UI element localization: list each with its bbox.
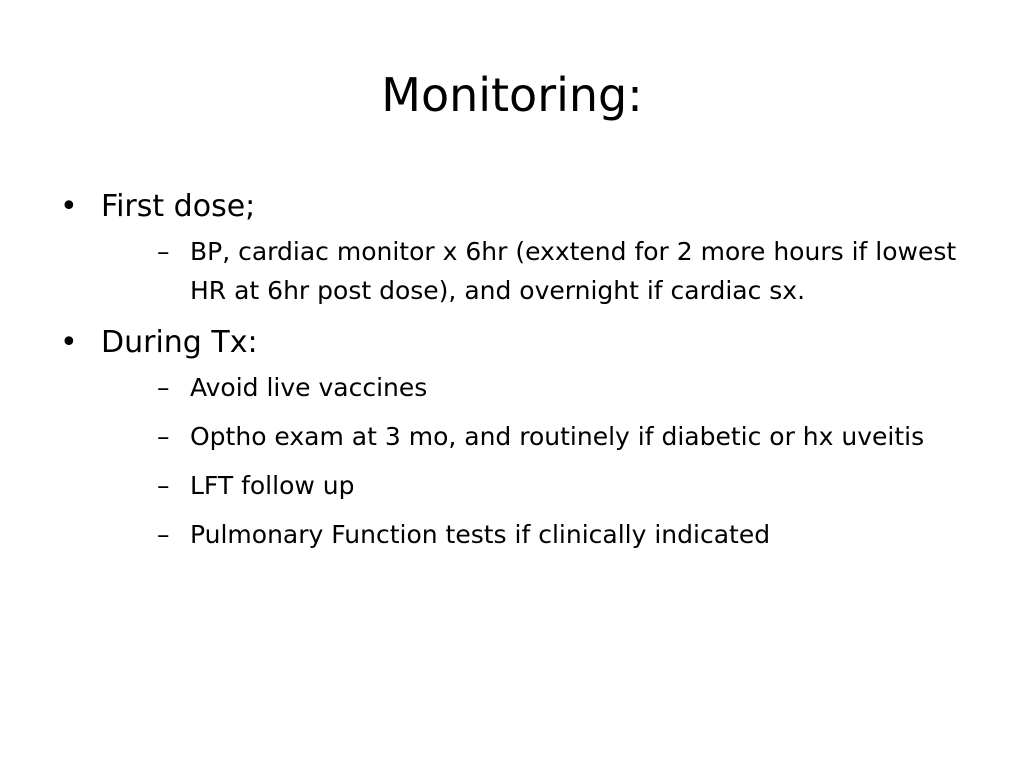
sub-item-pulmonary	[101, 515, 966, 554]
bullet-during-tx	[56, 318, 966, 554]
sub-list	[101, 232, 966, 310]
sub-item-lft	[101, 466, 966, 505]
sub-list	[101, 368, 966, 554]
dash-icon: –	[157, 422, 170, 451]
sub-item-text: Avoid live vaccines	[190, 373, 428, 402]
dash-icon: –	[157, 373, 170, 402]
sub-item-bp-monitor	[101, 232, 966, 310]
sub-item-text: Pulmonary Function tests if clinically indicated	[190, 520, 771, 549]
sub-item-live-vaccines	[101, 368, 966, 407]
dash-icon: –	[157, 471, 170, 500]
dash-icon: –	[157, 520, 170, 549]
bullet-heading: During Tx:	[101, 325, 258, 360]
sub-item-text: Optho exam at 3 mo, and routinely if diabetic or hx uveitis	[190, 422, 925, 451]
sub-item-text: BP, cardiac monitor x 6hr (exxtend for 2 more hours if lowest HR at 6hr post dose), and overnight if cardiac sx.	[190, 237, 957, 305]
sub-item-optho-exam	[101, 417, 966, 456]
sub-item-text: LFT follow up	[190, 471, 355, 500]
bullet-heading: First dose;	[101, 189, 256, 224]
slide-title: Monitoring:	[381, 68, 643, 122]
bullet-icon: •	[60, 325, 78, 360]
dash-icon: –	[157, 237, 170, 266]
bullet-icon: •	[60, 189, 78, 224]
slide-content	[56, 182, 966, 554]
bullet-first-dose	[56, 182, 966, 310]
